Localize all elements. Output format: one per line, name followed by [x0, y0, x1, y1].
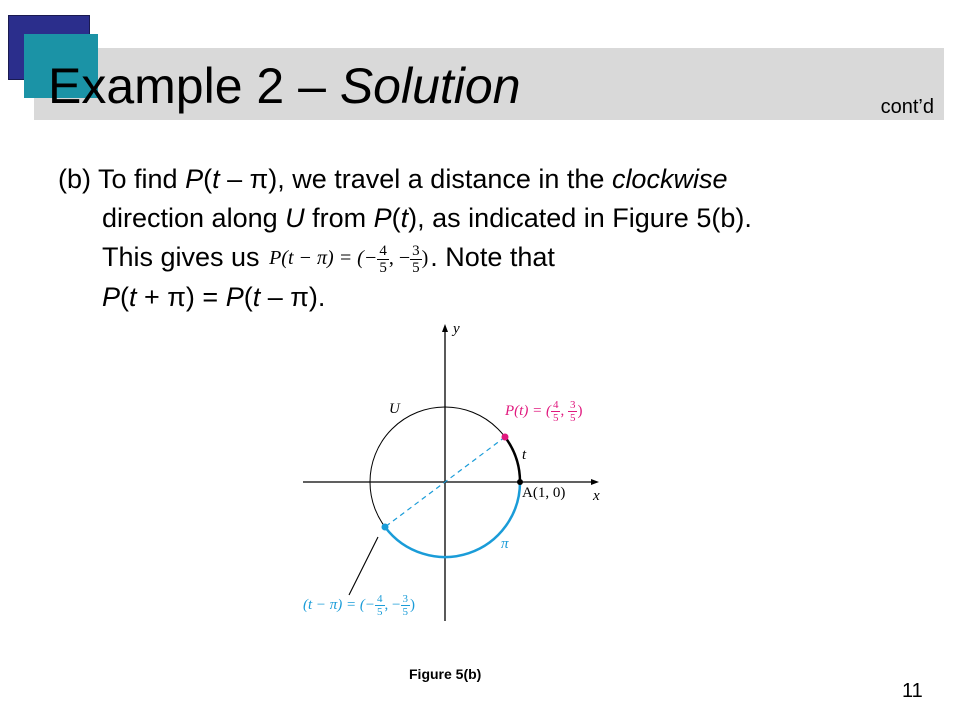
page-number: 11	[902, 680, 923, 702]
unit-circle-figure	[303, 321, 603, 624]
y-axis-arrow	[442, 324, 448, 332]
x-axis-label: x	[593, 488, 600, 504]
title-italic: Solution	[339, 58, 521, 114]
circle-u-label: U	[389, 401, 400, 417]
body-paragraph	[58, 160, 918, 317]
y-axis-label: y	[453, 321, 460, 337]
pt-minus-pi-label: (t − π) = (− $\frac{4}{5}$ , − $\frac{3}{5}$ )	[303, 593, 416, 618]
arc-t-label: t	[522, 447, 527, 463]
point-a-label: A(1, 0)	[522, 485, 566, 501]
body-line-2: direction along U from P(t), as indicated in Figure 5(b).	[102, 203, 752, 233]
title-main: Example 2 –	[48, 58, 340, 114]
body-line-4: P(t + π) = P(t – π).	[102, 282, 326, 313]
arc-pi-label: π	[501, 536, 509, 552]
slide-title	[48, 56, 521, 116]
body-line-1: (b) To find P(t – π), we travel a distance in the clockwise	[58, 164, 728, 194]
pointer-line	[349, 537, 378, 595]
arc-pi	[385, 482, 520, 557]
inline-formula: P(t − π) = (− $\frac{4}{5}$ , − $\frac{3}{5}$ )	[269, 243, 429, 277]
arc-t	[505, 437, 520, 482]
body-line-3: This gives us P(t − π) = (− $\frac{4}{5}$ , − $\frac{3}{5}$ ). Note that	[58, 238, 918, 278]
contd-label: cont’d	[880, 96, 934, 118]
figure-caption: Figure 5(b)	[409, 666, 482, 682]
pt-label: P(t) = ( $\frac{4}{5}$ , $\frac{3}{5}$ )	[505, 399, 583, 424]
point-pt	[502, 434, 509, 441]
unit-circle-svg	[303, 321, 603, 624]
x-axis-arrow	[591, 479, 599, 485]
point-pt-minus-pi	[382, 524, 389, 531]
